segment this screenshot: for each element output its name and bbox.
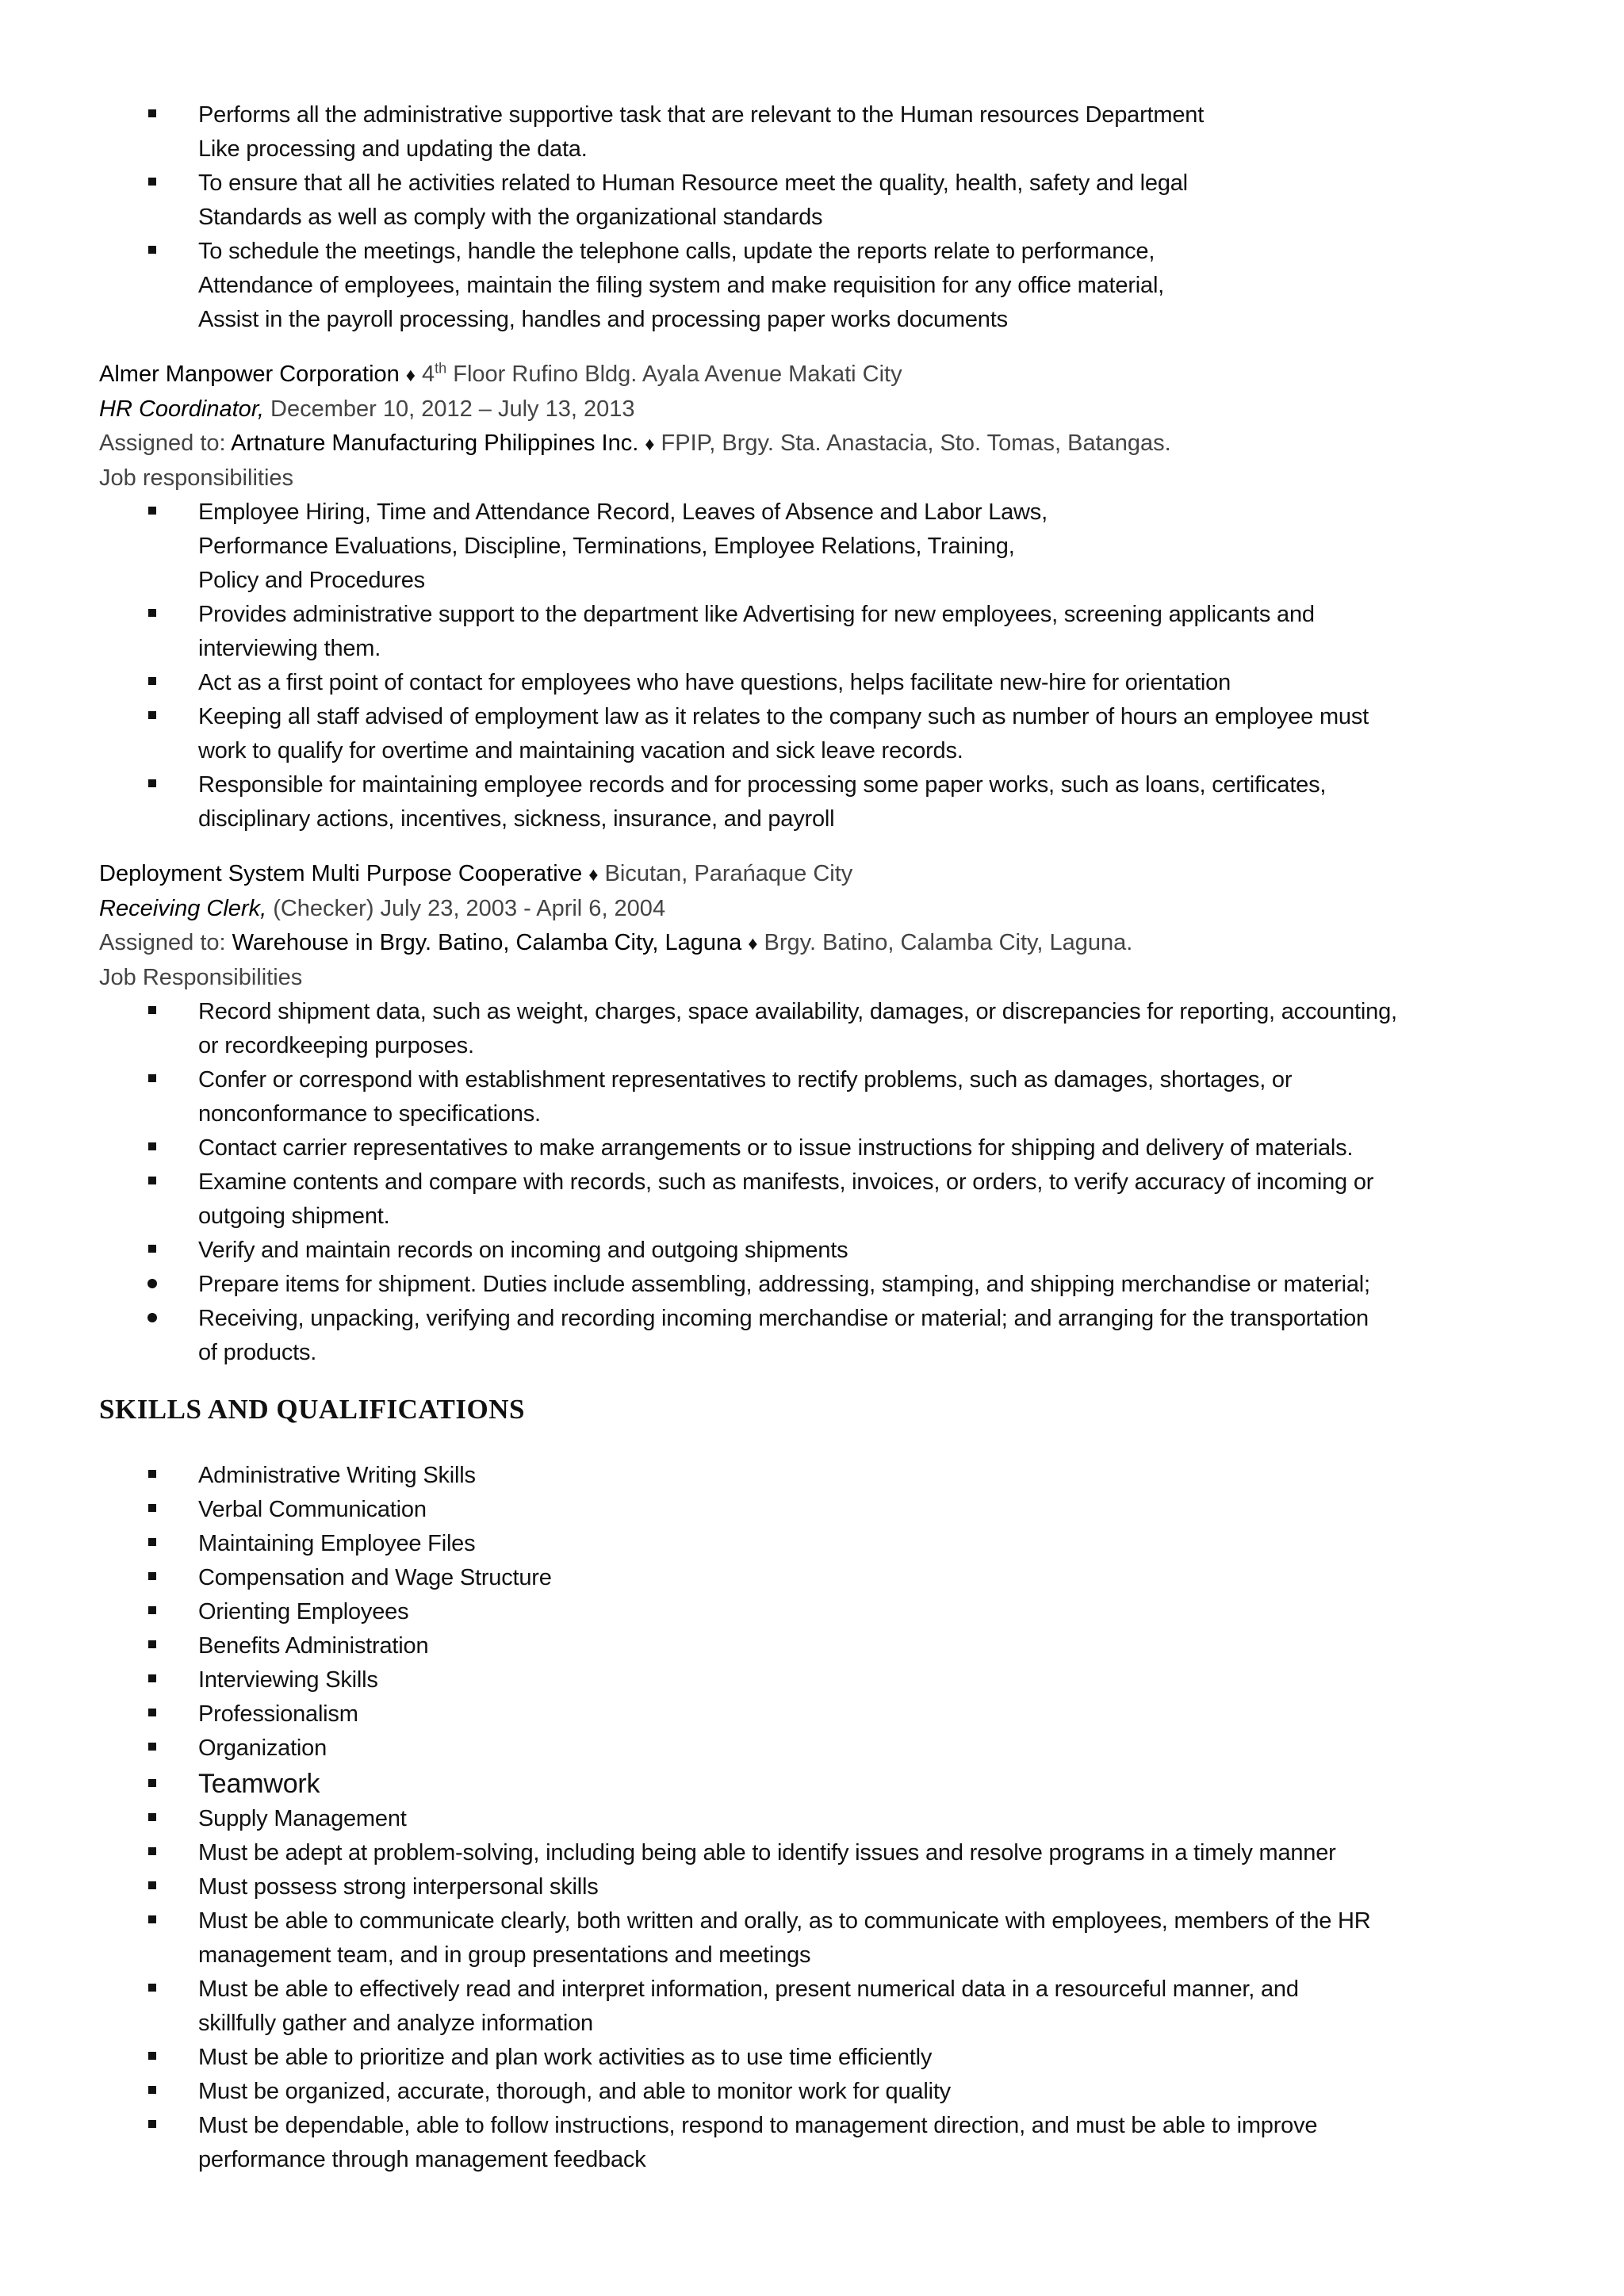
- job-entry-deployment: [99, 857, 1534, 995]
- square-bullet-icon: [148, 1847, 156, 1855]
- square-bullet-icon: [148, 1074, 156, 1082]
- company-address: 4th Floor Rufino Bldg. Ayala Avenue Makati City: [422, 360, 902, 387]
- list-item: Interviewing Skills: [99, 1663, 1534, 1697]
- square-bullet-icon: [148, 1006, 156, 1014]
- list-item: Must be adept at problem-solving, including being able to identify issues and resolve programs in a timely manner: [99, 1836, 1534, 1870]
- round-bullet-icon: [147, 1279, 157, 1288]
- square-bullet-icon: [148, 1915, 156, 1923]
- list-item: Act as a first point of contact for employees who have questions, helps facilitate new-hire for orientation: [99, 666, 1534, 700]
- square-bullet-icon: [148, 1709, 156, 1716]
- responsibilities-label: Job responsibilities: [99, 465, 294, 491]
- square-bullet-icon: [148, 677, 156, 685]
- job-dates: (Checker) July 23, 2003 - April 6, 2004: [266, 896, 666, 921]
- square-bullet-icon: [148, 1813, 156, 1821]
- square-bullet-icon: [148, 1470, 156, 1478]
- list-item: Contact carrier representatives to make arrangements or to issue instructions for shipping and delivery of materials.: [99, 1131, 1534, 1165]
- diamond-icon: ♦: [748, 933, 758, 955]
- list-item: Must be dependable, able to follow instructions, respond to management direction, and must be able to improve performance through management feedback: [99, 2109, 1534, 2177]
- job2-bullets: [99, 995, 1534, 1370]
- responsibilities-label: Job Responsibilities: [99, 965, 303, 990]
- skills-list: [99, 1459, 1534, 2177]
- list-item: Record shipment data, such as weight, charges, space availability, damages, or discrepancies for reporting, accounting, or recordkeeping purposes.: [99, 995, 1534, 1063]
- square-bullet-icon: [148, 1245, 156, 1253]
- company-name: Almer Manpower Corporation: [99, 362, 400, 387]
- list-item: Administrative Writing Skills: [99, 1459, 1534, 1493]
- list-item: Receiving, unpacking, verifying and recording incoming merchandise or material; and arranging for the transportation of products.: [99, 1302, 1534, 1370]
- square-bullet-icon: [148, 1572, 156, 1580]
- square-bullet-icon: [148, 1504, 156, 1512]
- list-item: Examine contents and compare with records, such as manifests, invoices, or orders, to verify accuracy of incoming or outgoing shipment.: [99, 1165, 1534, 1234]
- list-item: Supply Management: [99, 1802, 1534, 1836]
- assigned-label: Assigned to:: [99, 430, 232, 456]
- job-header: [99, 857, 1534, 892]
- list-item: Prepare items for shipment. Duties include assembling, addressing, stamping, and shipping merchandise or material;: [99, 1268, 1534, 1302]
- list-item: Verbal Communication: [99, 1493, 1534, 1527]
- job-header: [99, 358, 1534, 392]
- square-bullet-icon: [148, 1984, 156, 1992]
- square-bullet-icon: [148, 1640, 156, 1648]
- list-item: Professionalism: [99, 1697, 1534, 1732]
- assigned-address: FPIP, Brgy. Sta. Anastacia, Sto. Tomas, Batangas.: [661, 430, 1171, 456]
- square-bullet-icon: [148, 609, 156, 617]
- previous-job-bullets: [99, 98, 1534, 337]
- list-item: Provides administrative support to the department like Advertising for new employees, screening applicants and interviewing them.: [99, 598, 1534, 666]
- list-item: Benefits Administration: [99, 1629, 1534, 1663]
- list-item: Compensation and Wage Structure: [99, 1561, 1534, 1595]
- assigned-address: Brgy. Batino, Calamba City, Laguna.: [764, 930, 1133, 955]
- job-title: HR Coordinator,: [99, 396, 264, 422]
- company-address: Bicutan, Parańaque City: [604, 861, 853, 886]
- list-item: Orienting Employees: [99, 1595, 1534, 1629]
- round-bullet-icon: [147, 1313, 157, 1322]
- list-item: To schedule the meetings, handle the telephone calls, update the reports relate to performance, Attendance of employees, maintain the filing system and make requisition for any office material, Assist in the payroll processing, handles and processing paper works documents: [99, 235, 1534, 337]
- list-item: Confer or correspond with establishment representatives to rectify problems, such as damages, shortages, or nonconformance to specifications.: [99, 1063, 1534, 1131]
- list-item: Must be organized, accurate, thorough, and able to monitor work for quality: [99, 2075, 1534, 2109]
- section-title-skills: SKILLS AND QUALIFICATIONS: [99, 1394, 525, 1425]
- square-bullet-icon: [148, 1142, 156, 1150]
- square-bullet-icon: [148, 1674, 156, 1682]
- list-item: Teamwork: [99, 1766, 1534, 1802]
- square-bullet-icon: [148, 1177, 156, 1184]
- list-item: Maintaining Employee Files: [99, 1527, 1534, 1561]
- square-bullet-icon: [148, 2052, 156, 2060]
- list-item: Employee Hiring, Time and Attendance Record, Leaves of Absence and Labor Laws, Performance Evaluations, Discipline, Terminations, Employee Relations, Training, Policy and Procedures: [99, 496, 1534, 598]
- square-bullet-icon: [148, 109, 156, 117]
- assignment-row: [99, 926, 1534, 961]
- company-name: Deployment System Multi Purpose Cooperative: [99, 861, 583, 886]
- list-item: Must be able to effectively read and interpret information, present numerical data in a resourceful manner, and skillfully gather and analyze information: [99, 1973, 1534, 2041]
- square-bullet-icon: [148, 1779, 156, 1787]
- assigned-company: Warehouse in Brgy. Batino, Calamba City, Laguna: [232, 930, 742, 955]
- square-bullet-icon: [148, 779, 156, 787]
- job-title-row: [99, 892, 1534, 926]
- job-dates: December 10, 2012 – July 13, 2013: [263, 396, 635, 422]
- square-bullet-icon: [148, 2086, 156, 2094]
- diamond-icon: ♦: [645, 434, 655, 455]
- list-item: Responsible for maintaining employee records and for processing some paper works, such as loans, certificates, disciplinary actions, incentives, sickness, insurance, and payroll: [99, 768, 1534, 836]
- square-bullet-icon: [148, 1538, 156, 1546]
- job-title: Receiving Clerk,: [99, 896, 267, 921]
- job1-bullets: [99, 496, 1534, 836]
- square-bullet-icon: [148, 1606, 156, 1614]
- list-item: Organization: [99, 1732, 1534, 1766]
- square-bullet-icon: [148, 2120, 156, 2128]
- square-bullet-icon: [148, 711, 156, 719]
- assigned-label: Assigned to:: [99, 930, 232, 955]
- square-bullet-icon: [148, 507, 156, 515]
- assignment-row: [99, 427, 1534, 461]
- diamond-icon: ♦: [588, 864, 599, 886]
- list-item: Must be able to communicate clearly, both written and orally, as to communicate with employees, members of the HR management team, and in group presentations and meetings: [99, 1904, 1534, 1973]
- list-item: Verify and maintain records on incoming and outgoing shipments: [99, 1234, 1534, 1268]
- list-item: Keeping all staff advised of employment law as it relates to the company such as number of hours an employee must work to qualify for overtime and maintaining vacation and sick leave records.: [99, 700, 1534, 768]
- square-bullet-icon: [148, 246, 156, 254]
- diamond-icon: ♦: [405, 365, 416, 386]
- square-bullet-icon: [148, 1881, 156, 1889]
- square-bullet-icon: [148, 178, 156, 186]
- job-entry-almer: [99, 358, 1534, 496]
- job-title-row: [99, 392, 1534, 427]
- list-item: Must be able to prioritize and plan work activities as to use time efficiently: [99, 2041, 1534, 2075]
- list-item: To ensure that all he activities related to Human Resource meet the quality, health, safety and legal Standards as well as comply with the organizational standards: [99, 166, 1534, 235]
- resume-content: [99, 98, 1534, 2177]
- list-item: Must possess strong interpersonal skills: [99, 1870, 1534, 1904]
- assigned-company: Artnature Manufacturing Philippines Inc.: [231, 430, 639, 456]
- list-item: Performs all the administrative supportive task that are relevant to the Human resources Department Like processing and updating the data.: [99, 98, 1534, 166]
- square-bullet-icon: [148, 1743, 156, 1751]
